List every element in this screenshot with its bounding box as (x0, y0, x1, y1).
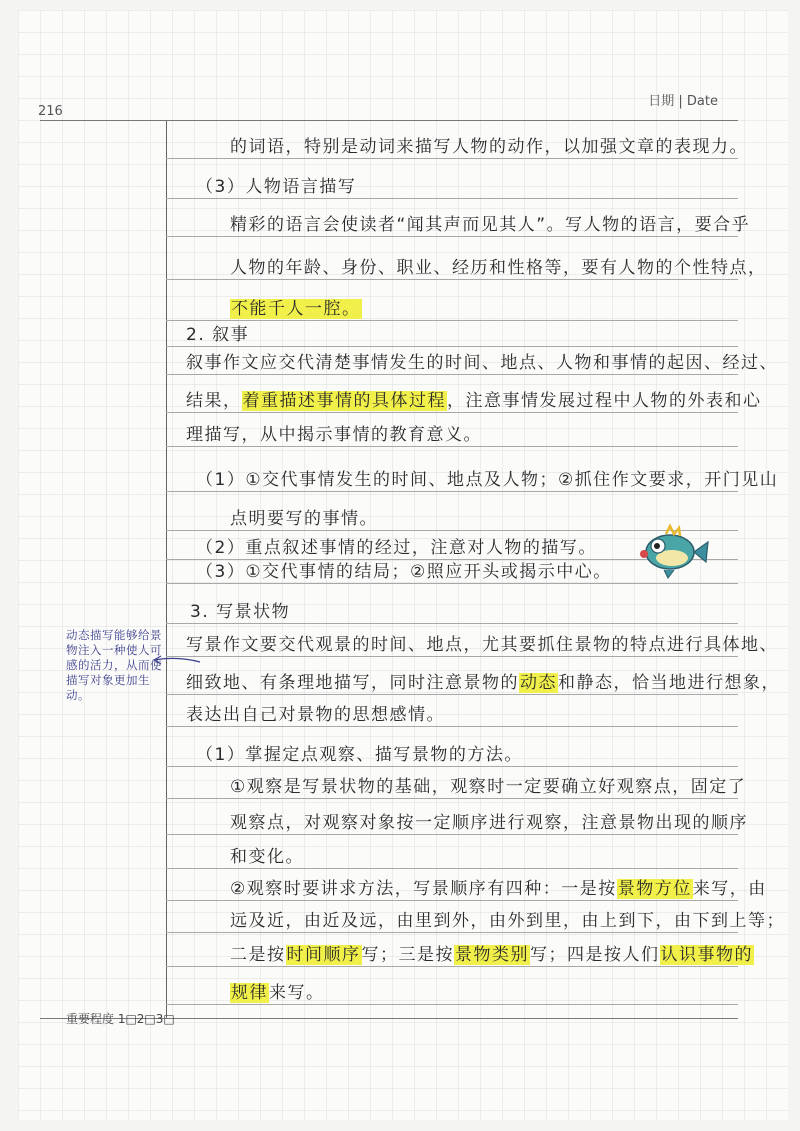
text-segment: 和变化。 (230, 847, 304, 867)
margin-note: 动态描写能够给景物注入一种使人可感的活力，从而使描写对象更加生动。 (66, 628, 162, 702)
row-rule (166, 726, 738, 727)
text-line (230, 253, 767, 278)
row-rule (166, 236, 738, 237)
row-rule (166, 279, 738, 280)
row-rule (166, 623, 738, 624)
highlighted-text: 动态 (520, 673, 557, 693)
text-line (186, 630, 778, 655)
highlighted-text: 规律 (231, 983, 268, 1003)
text-line (196, 172, 356, 197)
row-rule (166, 766, 738, 767)
text-segment: （3）人物语言描写 (196, 177, 357, 197)
row-rule (166, 694, 738, 695)
text-segment: 写景作文要交代观景的时间、地点，尤其要抓住景物的特点进行具体地、 (186, 635, 778, 655)
text-segment: 结果， (186, 391, 242, 411)
margin-line (166, 121, 167, 1019)
text-line (186, 320, 249, 345)
text-line (230, 808, 748, 833)
text-segment: ①观察是写景状物的基础，观察时一定要确立好观察点，固定了 (230, 777, 747, 797)
text-segment: （1）掌握定点观察、描写景物的方法。 (196, 745, 523, 765)
row-rule (166, 868, 738, 869)
text-segment: （2）重点叙述事情的经过，注意对人物的描写。 (196, 538, 597, 558)
text-segment: ，注意事情发展过程中人物的外表和心 (447, 391, 762, 411)
page-number: 216 (38, 104, 63, 119)
text-segment: 点明要写的事情。 (230, 509, 378, 529)
text-line (230, 294, 362, 319)
text-line (186, 668, 780, 693)
text-line (230, 874, 767, 899)
text-segment: 人物的年龄、身份、职业、经历和性格等，要有人物的个性特点， (230, 258, 767, 278)
highlighted-text: 认识事物的 (660, 945, 753, 965)
text-line (186, 348, 778, 373)
text-segment: 写；三是按 (361, 945, 454, 965)
text-segment: 远及近，由近及远，由里到外，由外到里，由上到下，由下到上等； (230, 911, 785, 931)
text-line (186, 386, 762, 411)
text-segment: 3. 写景状物 (190, 602, 291, 622)
row-rule (166, 491, 738, 492)
importance-rating: 重要程度 1□2□3□ (66, 1012, 175, 1026)
row-rule (166, 374, 738, 375)
text-segment: 细致地、有条理地描写，同时注意景物的 (186, 673, 519, 693)
highlighted-text: 时间顺序 (286, 945, 361, 965)
text-line (196, 740, 523, 765)
text-segment: 叙事作文应交代清楚事情发生的时间、地点、人物和事情的起因、经过、 (186, 353, 778, 373)
text-segment: 二是按 (230, 945, 286, 965)
text-line (186, 420, 482, 445)
text-line (186, 700, 445, 725)
row-rule (166, 346, 738, 347)
text-line (230, 978, 325, 1003)
row-rule (166, 1004, 738, 1005)
date-label: 日期 | Date (648, 94, 718, 109)
text-line (230, 210, 750, 235)
text-segment: ②观察时要讲求方法，写景顺序有四种：一是按 (230, 879, 617, 899)
row-rule (166, 158, 738, 159)
text-segment: 来写。 (269, 983, 325, 1003)
text-segment: （3）①交代事情的结局；②照应开头或揭示中心。 (196, 562, 612, 582)
text-segment: 2. 叙事 (186, 325, 250, 345)
row-rule (166, 834, 738, 835)
text-line (230, 132, 748, 157)
text-segment: 表达出自己对景物的思想感情。 (186, 705, 445, 725)
header-rule (40, 120, 738, 121)
row-rule (166, 656, 738, 657)
text-line (230, 842, 304, 867)
row-rule (166, 798, 738, 799)
text-line (230, 940, 754, 965)
row-rule (166, 412, 738, 413)
text-line (230, 504, 378, 529)
highlighted-text: 不能千人一腔。 (231, 299, 361, 319)
row-rule (166, 320, 738, 321)
text-segment: 来写，由 (692, 879, 767, 899)
text-line (230, 906, 785, 931)
text-segment: 和静态，恰当地进行想象， (558, 673, 780, 693)
text-segment: 的词语，特别是动词来描写人物的动作，以加强文章的表现力。 (230, 137, 748, 157)
highlighted-text: 景物类别 (455, 945, 529, 965)
row-rule (166, 198, 738, 199)
highlighted-text: 景物方位 (617, 879, 692, 899)
highlighted-text: 着重描述事情的具体过程 (242, 391, 446, 411)
arrow-icon (152, 652, 202, 672)
fish-sticker-icon (630, 520, 710, 580)
text-segment: 理描写，从中揭示事情的教育意义。 (186, 425, 482, 445)
text-line (190, 597, 290, 622)
text-segment: 观察点，对观察对象按一定顺序进行观察，注意景物出现的顺序 (230, 813, 748, 833)
row-rule (166, 966, 738, 967)
text-line (196, 533, 597, 558)
text-segment: 精彩的语言会使读者“闻其声而见其人”。写人物的语言，要合乎 (230, 215, 751, 235)
text-line (196, 465, 778, 490)
text-line (196, 557, 612, 582)
text-segment: （1）①交代事情发生的时间、地点及人物；②抓住作文要求，开门见山 (196, 470, 779, 490)
row-rule (166, 583, 738, 584)
row-rule (166, 900, 738, 901)
text-line (230, 772, 746, 797)
text-segment: 写；四是按人们 (530, 945, 660, 965)
row-rule (166, 446, 738, 447)
row-rule (166, 932, 738, 933)
